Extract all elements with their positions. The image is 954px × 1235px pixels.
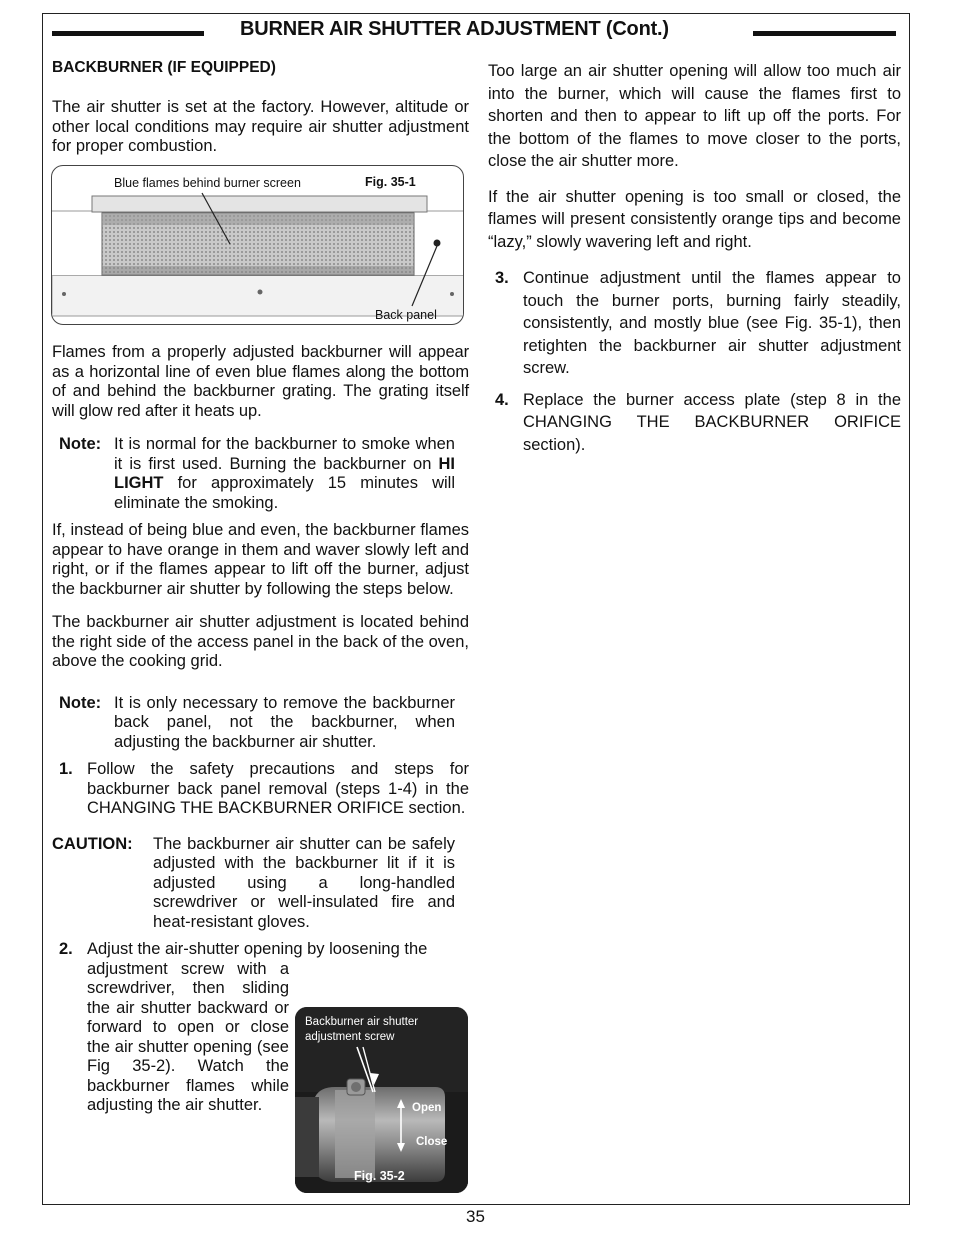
right-column (488, 60, 901, 456)
intro-paragraph: The air shutter is set at the factory. However, altitude or other local conditions may require air shutter adjustment for proper combustion. (52, 98, 469, 155)
note-smoke (52, 435, 469, 513)
left-column-lower (52, 343, 469, 1116)
note-bold: HI LIGHT (114, 454, 455, 492)
fig1-label-flames: Blue flames behind burner screen (114, 176, 301, 190)
caution-box (52, 835, 469, 933)
section-subtitle: BACKBURNER (IF EQUIPPED) (52, 59, 276, 76)
step-4 (488, 389, 901, 457)
too-large-paragraph: Too large an air shutter opening will allow too much air into the burner, which will cause the flames first to shorten and then to appear to lift up off the ports. For the bottom of the flames to move closer to the ports, close the air shutter more. (488, 62, 901, 170)
left-column (52, 58, 469, 157)
located-paragraph: The backburner air shutter adjustment is located behind the right side of the access panel in the back of the oven, above the cooking grid. (52, 613, 469, 670)
fig2-label-screw-line1: Backburner air shutter (305, 1016, 419, 1028)
fig2-label-close: Close (416, 1136, 448, 1148)
step-number: 2. (59, 940, 73, 958)
step-2-continued: adjustment screw with a screwdriver, then sliding the air shutter backward or forward to open or close the air shutter opening (see Fig 35-2). Watch the backburner flames while adjusting the air shutter. (87, 959, 289, 1114)
note-text-a: It is normal for the backburner to smoke when it is first used. Burning the backburner on (114, 435, 455, 473)
caution-text: The backburner air shutter can be safely adjusted with the backburner lit if it is adjusted using a long-handled screwdriver or well-insulated fire and heat-resistant gloves. (153, 834, 455, 931)
step-text: Follow the safety precautions and steps for backburner back panel removal (steps 1-4) in the CHANGING THE BACKBURNER ORIFICE section. (87, 760, 469, 817)
step-3 (488, 267, 901, 380)
flames-paragraph: Flames from a properly adjusted backburner will appear as a horizontal line of even blue flames along the bottom of and behind the backburner grating. The grating itself will glow red after it heats up. (52, 343, 469, 420)
note-text-b: for approximately 15 minutes will eliminate the smoking. (114, 474, 455, 512)
page-number: 35 (466, 1207, 485, 1226)
header-rule-left (52, 31, 204, 36)
note-label: Note: (59, 693, 102, 712)
step-number: 4. (495, 390, 509, 409)
fig2-label-screw (305, 1015, 418, 1045)
note-label: Note: (59, 435, 102, 453)
step-text: Continue adjustment until the flames appear to touch the burner ports, burning fairly steadily, consistently, and mostly blue (see Fig. 35-1), then retighten the backburner air shutter adjustment screw. (523, 269, 901, 377)
step-2 (52, 940, 469, 960)
step-text: Replace the burner access plate (step 8 in the CHANGING THE BACKBURNER ORIFICE section). (523, 390, 901, 454)
header-rule-right (753, 31, 896, 36)
fig2-caption: Fig. 35-2 (354, 1169, 405, 1183)
fig1-caption: Fig. 35-1 (365, 175, 416, 189)
fig2-label-screw-line2: adjustment screw (305, 1031, 395, 1043)
step-number: 3. (495, 269, 509, 287)
page-title: BURNER AIR SHUTTER ADJUSTMENT (Cont.) (240, 18, 669, 40)
step-number: 1. (59, 760, 73, 778)
fig1-label-panel: Back panel (375, 308, 437, 322)
too-small-paragraph: If the air shutter opening is too small or closed, the flames will present consistently orange tips and become “lazy,” slowly wavering left and right. (488, 187, 901, 251)
fig2-label-open: Open (412, 1102, 442, 1114)
if-paragraph: If, instead of being blue and even, the backburner flames appear to have orange in them and waver slowly left and right, or if the flames appear to lift off the burner, adjust the backburner air shutter by following the steps below. (52, 521, 469, 598)
figure-35-1 (51, 165, 464, 325)
step-1 (52, 760, 469, 819)
figure-35-2 (295, 1007, 468, 1193)
caution-label: CAUTION: (52, 834, 133, 853)
note-text (114, 435, 469, 513)
note-panel (52, 694, 469, 753)
step-text-line1: Adjust the air-shutter opening by loosening the (87, 940, 428, 958)
note-text: It is only necessary to remove the backburner back panel, not the backburner, when adjusting the backburner air shutter. (114, 693, 455, 751)
